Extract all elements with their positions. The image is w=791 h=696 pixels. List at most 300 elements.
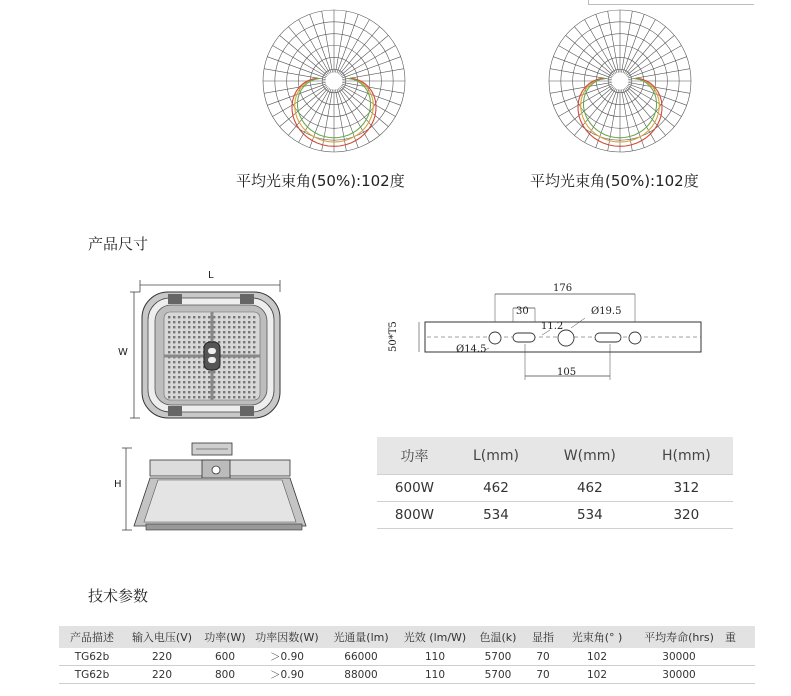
led-chip	[183, 351, 185, 353]
led-chip	[253, 396, 255, 398]
polar-spoke	[628, 57, 687, 78]
dim-105: 105	[557, 367, 577, 378]
dim-header-power: 功率	[377, 437, 452, 475]
led-chip	[178, 386, 180, 388]
led-chip	[223, 321, 225, 323]
led-chip	[223, 346, 225, 348]
spec-header: 输入电压(V)	[125, 626, 199, 648]
led-chip	[238, 336, 240, 338]
led-chip	[173, 316, 175, 318]
led-chip	[218, 396, 220, 398]
led-chip	[228, 371, 230, 373]
led-chip	[243, 366, 245, 368]
led-chip	[238, 331, 240, 333]
led-chip	[178, 326, 180, 328]
polar-spoke	[342, 57, 401, 78]
led-chip	[178, 396, 180, 398]
led-chip	[208, 381, 210, 383]
led-chip	[253, 366, 255, 368]
led-chip	[208, 321, 210, 323]
led-chip	[178, 316, 180, 318]
spec-table-wrapper	[59, 626, 755, 690]
led-chip	[203, 396, 205, 398]
led-chip	[208, 326, 210, 328]
led-chip	[198, 341, 200, 343]
front-view-drawing	[110, 268, 300, 428]
table-cell	[725, 648, 755, 666]
led-chip	[243, 346, 245, 348]
polar-spoke	[566, 35, 614, 75]
led-chip	[198, 316, 200, 318]
led-chip	[168, 386, 170, 388]
led-chip	[173, 371, 175, 373]
led-chip	[183, 326, 185, 328]
led-chip	[173, 396, 175, 398]
led-chip	[243, 386, 245, 388]
led-chip	[253, 321, 255, 323]
led-chip	[248, 321, 250, 323]
polar-right-caption: 平均光束角(50%):102度	[530, 172, 699, 190]
table-cell: 320	[640, 502, 733, 529]
led-chip	[208, 396, 210, 398]
table-row	[377, 475, 733, 502]
led-chip	[248, 326, 250, 328]
led-chip	[233, 331, 235, 333]
led-chip	[193, 321, 195, 323]
led-chip	[178, 381, 180, 383]
polar-spoke	[322, 11, 333, 73]
led-chip	[188, 391, 190, 393]
polar-spoke	[335, 11, 346, 73]
dim-header-h: H(mm)	[640, 437, 733, 475]
led-chip	[208, 371, 210, 373]
table-cell: 462	[452, 475, 540, 502]
spec-header: 色温(k)	[471, 626, 525, 648]
led-chip	[218, 336, 220, 338]
polar-spoke	[280, 86, 328, 126]
led-chip	[228, 396, 230, 398]
led-chip	[253, 386, 255, 388]
led-chip	[223, 341, 225, 343]
dim-14-5: Ø14.5	[456, 344, 487, 355]
led-chip	[223, 391, 225, 393]
led-chip	[223, 336, 225, 338]
led-chip	[188, 326, 190, 328]
led-chip	[168, 321, 170, 323]
led-chip	[188, 371, 190, 373]
led-chip	[178, 376, 180, 378]
led-chip	[253, 316, 255, 318]
led-chip	[238, 326, 240, 328]
led-chip	[173, 321, 175, 323]
polar-spoke	[623, 89, 644, 148]
spec-header: 平均寿命(hrs)	[633, 626, 725, 648]
led-chip	[198, 331, 200, 333]
polar-spoke	[623, 14, 644, 73]
led-chip	[253, 346, 255, 348]
led-chip	[228, 386, 230, 388]
led-chip	[188, 336, 190, 338]
led-chip	[248, 391, 250, 393]
dim-50-5: 50*T5	[388, 321, 399, 352]
led-chip	[218, 381, 220, 383]
led-chip	[233, 316, 235, 318]
led-chip	[168, 361, 170, 363]
led-chip	[228, 331, 230, 333]
polar-spoke	[337, 89, 358, 148]
label-L: L	[208, 270, 214, 281]
led-chip	[168, 351, 170, 353]
led-chip	[228, 321, 230, 323]
led-chip	[183, 386, 185, 388]
table-cell: TG62b	[59, 648, 125, 666]
led-chip	[248, 371, 250, 373]
led-chip	[173, 381, 175, 383]
polar-spoke	[625, 27, 665, 75]
table-cell: 110	[399, 666, 471, 684]
table-cell: 30000	[633, 648, 725, 666]
led-chip	[193, 331, 195, 333]
led-chip	[198, 396, 200, 398]
led-chip	[233, 341, 235, 343]
led-chip	[228, 391, 230, 393]
table-cell: 312	[640, 475, 733, 502]
led-chip	[243, 396, 245, 398]
led-chip	[183, 341, 185, 343]
led-chip	[188, 386, 190, 388]
led-chip	[228, 366, 230, 368]
polar-spoke	[628, 82, 690, 93]
polar-spoke	[342, 82, 404, 93]
led-chip	[233, 391, 235, 393]
led-chip	[243, 321, 245, 323]
led-chip	[168, 381, 170, 383]
led-chip	[238, 381, 240, 383]
polar-diagram-left	[253, 6, 415, 156]
led-chip	[193, 336, 195, 338]
led-chip	[223, 316, 225, 318]
led-chip	[228, 381, 230, 383]
table-cell: 30000	[633, 666, 725, 684]
led-chip	[188, 376, 190, 378]
led-chip	[198, 321, 200, 323]
led-chip	[203, 336, 205, 338]
led-chip	[178, 361, 180, 363]
led-chip	[203, 321, 205, 323]
led-chip	[253, 371, 255, 373]
led-chip	[228, 316, 230, 318]
led-chip	[223, 351, 225, 353]
polar-ring	[322, 69, 346, 93]
polar-spoke	[267, 57, 326, 78]
led-chip	[243, 326, 245, 328]
table-cell: 70	[525, 666, 561, 684]
led-chip	[198, 376, 200, 378]
spec-header: 重	[725, 626, 755, 648]
led-chip	[173, 361, 175, 363]
led-chip	[203, 341, 205, 343]
led-chip	[188, 321, 190, 323]
led-chip	[253, 391, 255, 393]
led-chip	[188, 351, 190, 353]
polar-spoke	[288, 27, 328, 75]
led-chip	[198, 336, 200, 338]
table-cell: 220	[125, 648, 199, 666]
led-chip	[243, 341, 245, 343]
polar-diagram-right	[545, 6, 695, 156]
led-chip	[178, 346, 180, 348]
polar-spoke	[627, 86, 675, 126]
led-chip	[183, 331, 185, 333]
led-chip	[168, 346, 170, 348]
table-cell: 220	[125, 666, 199, 684]
led-chip	[238, 346, 240, 348]
led-chip	[198, 326, 200, 328]
table-cell: 800	[199, 666, 251, 684]
led-chip	[203, 381, 205, 383]
led-chip	[238, 316, 240, 318]
led-chip	[243, 391, 245, 393]
spec-header: 光效 (lm/W)	[399, 626, 471, 648]
polar-spoke	[264, 82, 326, 93]
led-chip	[168, 331, 170, 333]
led-chip	[208, 386, 210, 388]
led-chip	[248, 346, 250, 348]
polar-spoke	[339, 27, 379, 75]
dimensions-section-title: 产品尺寸	[88, 235, 149, 253]
label-H: H	[114, 479, 122, 490]
led-chip	[173, 326, 175, 328]
led-chip	[253, 331, 255, 333]
led-chip	[248, 386, 250, 388]
led-chip	[168, 376, 170, 378]
led-chip	[188, 381, 190, 383]
led-chip	[253, 341, 255, 343]
led-chip	[218, 386, 220, 388]
cropped-table-edge	[588, 0, 754, 5]
led-chip	[173, 331, 175, 333]
led-chip	[233, 321, 235, 323]
led-chip	[198, 371, 200, 373]
dim-11-2: 11.2	[541, 321, 564, 332]
led-chip	[233, 351, 235, 353]
led-chip	[208, 316, 210, 318]
led-chip	[168, 336, 170, 338]
led-chip	[198, 386, 200, 388]
led-chip	[193, 376, 195, 378]
table-cell: 534	[540, 502, 640, 529]
led-chip	[193, 346, 195, 348]
led-chip	[248, 351, 250, 353]
led-chip	[243, 381, 245, 383]
table-cell: 88000	[323, 666, 399, 684]
led-chip	[218, 391, 220, 393]
spec-table	[59, 626, 755, 684]
led-chip	[188, 331, 190, 333]
led-chip	[223, 371, 225, 373]
dim-19-5: Ø19.5	[591, 306, 622, 317]
led-chip	[238, 391, 240, 393]
polar-spoke	[280, 35, 328, 75]
polar-spoke	[341, 86, 389, 126]
led-chip	[193, 361, 195, 363]
led-chip	[188, 341, 190, 343]
led-chip	[243, 331, 245, 333]
led-chip	[173, 366, 175, 368]
led-chip	[238, 341, 240, 343]
led-chip	[228, 326, 230, 328]
led-chip	[178, 321, 180, 323]
led-chip	[193, 386, 195, 388]
table-cell: 5700	[471, 666, 525, 684]
dim-30: 30	[516, 306, 529, 317]
spec-header: 光通量(lm)	[323, 626, 399, 648]
polar-spoke	[574, 27, 614, 75]
led-chip	[188, 346, 190, 348]
led-chip	[223, 326, 225, 328]
led-chip	[183, 366, 185, 368]
spec-header: 功率(W)	[199, 626, 251, 648]
polar-spoke	[310, 14, 331, 73]
led-chip	[198, 346, 200, 348]
led-chip	[228, 346, 230, 348]
led-chip	[233, 361, 235, 363]
led-chip	[193, 396, 195, 398]
led-chip	[233, 396, 235, 398]
led-chip	[228, 351, 230, 353]
led-chip	[228, 361, 230, 363]
led-chip	[248, 381, 250, 383]
table-cell: 534	[452, 502, 540, 529]
led-chip	[193, 381, 195, 383]
spec-header: 产品描述	[59, 626, 125, 648]
led-chip	[228, 336, 230, 338]
led-chip	[208, 391, 210, 393]
led-chip	[208, 376, 210, 378]
led-chip	[198, 391, 200, 393]
led-chip	[193, 326, 195, 328]
table-cell: TG62b	[59, 666, 125, 684]
led-chip	[188, 361, 190, 363]
led-chip	[183, 396, 185, 398]
led-chip	[218, 371, 220, 373]
led-chip	[238, 361, 240, 363]
table-row	[59, 648, 755, 666]
led-chip	[168, 316, 170, 318]
polar-spoke	[621, 11, 632, 73]
led-chip	[183, 361, 185, 363]
specs-section-title: 技术参数	[88, 587, 149, 605]
led-chip	[193, 366, 195, 368]
led-chip	[253, 326, 255, 328]
led-chip	[178, 331, 180, 333]
table-cell: 110	[399, 648, 471, 666]
table-cell: 462	[540, 475, 640, 502]
polar-spoke	[566, 86, 614, 126]
led-chip	[183, 391, 185, 393]
led-chip	[178, 391, 180, 393]
led-chip	[238, 396, 240, 398]
led-chip	[233, 376, 235, 378]
led-chip	[203, 316, 205, 318]
led-chip	[248, 396, 250, 398]
led-chip	[248, 331, 250, 333]
led-chip	[198, 361, 200, 363]
dimension-table	[377, 437, 733, 529]
led-chip	[173, 386, 175, 388]
led-chip	[233, 366, 235, 368]
polar-spoke	[627, 35, 675, 75]
led-chip	[248, 316, 250, 318]
led-chip	[168, 371, 170, 373]
led-chip	[223, 366, 225, 368]
label-W: W	[118, 347, 128, 358]
polar-spoke	[550, 82, 612, 93]
led-chip	[208, 331, 210, 333]
table-cell: ＞0.90	[251, 666, 323, 684]
led-chip	[193, 341, 195, 343]
spec-header: 功率因数(W)	[251, 626, 323, 648]
polar-spoke	[596, 14, 617, 73]
table-row	[59, 666, 755, 684]
led-chip	[243, 336, 245, 338]
polar-ring	[608, 69, 632, 93]
led-chip	[173, 391, 175, 393]
led-chip	[238, 376, 240, 378]
led-chip	[183, 371, 185, 373]
led-chip	[248, 336, 250, 338]
led-chip	[233, 326, 235, 328]
led-chip	[203, 376, 205, 378]
spec-header: 光束角(° )	[561, 626, 633, 648]
led-chip	[243, 371, 245, 373]
led-chip	[168, 391, 170, 393]
side-view-drawing	[110, 438, 310, 538]
led-chip	[193, 316, 195, 318]
led-chip	[238, 351, 240, 353]
led-chip	[253, 336, 255, 338]
led-chip	[243, 361, 245, 363]
led-chip	[238, 371, 240, 373]
led-chip	[183, 376, 185, 378]
polar-spoke	[553, 57, 612, 78]
led-chip	[183, 381, 185, 383]
led-chip	[223, 376, 225, 378]
led-chip	[223, 396, 225, 398]
led-chip	[228, 376, 230, 378]
led-chip	[198, 381, 200, 383]
led-chip	[223, 386, 225, 388]
led-chip	[193, 371, 195, 373]
table-cell: 600	[199, 648, 251, 666]
led-chip	[223, 361, 225, 363]
led-chip	[223, 331, 225, 333]
polar-spoke	[608, 11, 619, 73]
polar-spoke	[596, 89, 617, 148]
led-chip	[248, 361, 250, 363]
led-chip	[243, 316, 245, 318]
led-chip	[168, 341, 170, 343]
led-chip	[173, 376, 175, 378]
led-chip	[178, 336, 180, 338]
led-chip	[203, 326, 205, 328]
led-chip	[178, 341, 180, 343]
led-chip	[233, 381, 235, 383]
led-chip	[218, 331, 220, 333]
led-chip	[203, 391, 205, 393]
table-cell: 800W	[377, 502, 452, 529]
led-chip	[253, 376, 255, 378]
